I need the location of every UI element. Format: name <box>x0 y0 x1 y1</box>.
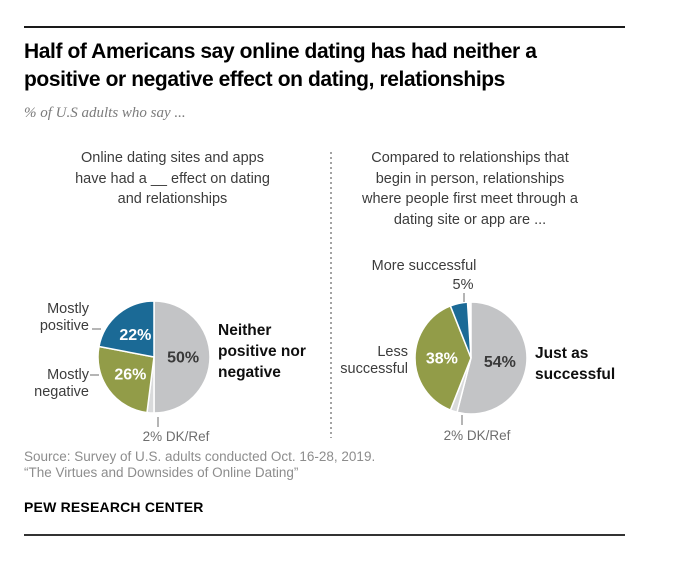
top-rule <box>24 26 625 28</box>
chart-subtitle: % of U.S adults who say ... <box>24 105 186 121</box>
label-neither-positive-nor-negative: Neither positive nor negative <box>218 322 306 381</box>
pie-value-mostly-positive: 22% <box>119 327 152 345</box>
source-note <box>24 449 375 481</box>
label-dk-ref-right: 2% DK/Ref <box>443 428 511 443</box>
label-just-as-successful: Just as successful <box>535 345 616 383</box>
tick-mostly-positive <box>92 328 101 330</box>
chart-title-line: Half of Americans say online dating has had neither a <box>24 40 537 63</box>
chart-title <box>24 38 537 93</box>
label-more-successful: More successful <box>371 258 477 274</box>
source-line: “The Virtues and Downsides of Online Dating” <box>24 465 299 480</box>
pie-chart-success <box>411 298 531 418</box>
question-line: and relationships <box>117 191 228 207</box>
source-line: Source: Survey of U.S. adults conducted Oct. 16-28, 2019. <box>24 449 376 464</box>
right-question <box>345 148 595 230</box>
panel-divider <box>330 152 332 438</box>
question-line: Compared to relationships that <box>371 150 569 166</box>
tick-dk-ref-left <box>157 417 159 427</box>
pew-research-center-wordmark: PEW RESEARCH CENTER <box>24 499 204 515</box>
label-mostly-positive: Mostly positive <box>39 301 89 334</box>
chart-title-line: positive or negative effect on dating, relationships <box>24 67 505 91</box>
pie-value-mostly-negative: 26% <box>114 366 147 384</box>
pie-value-less-successful: 38% <box>425 350 458 368</box>
question-line: begin in person, relationships <box>375 170 565 187</box>
left-question <box>45 148 300 210</box>
bottom-rule <box>24 534 625 536</box>
question-line: have had a __ effect on dating <box>75 170 270 187</box>
tick-dk-ref-right <box>461 415 463 425</box>
pie-value-just-as-successful: 54% <box>483 354 516 372</box>
tick-more-successful <box>463 293 465 302</box>
pie-chart-effect <box>94 297 214 417</box>
label-dk-ref-left: 2% DK/Ref <box>142 429 210 444</box>
pie-value-neither-positive-nor-negative: 50% <box>167 349 200 367</box>
question-line: dating site or app are ... <box>393 211 547 228</box>
label-mostly-negative: Mostly negative <box>34 367 89 400</box>
value-more-successful: 5% <box>452 277 474 293</box>
tick-mostly-negative <box>90 374 99 376</box>
question-line: where people first meet through a <box>361 191 578 207</box>
question-line: Online dating sites and apps <box>81 150 264 166</box>
label-less-successful: Less successful <box>340 344 408 377</box>
